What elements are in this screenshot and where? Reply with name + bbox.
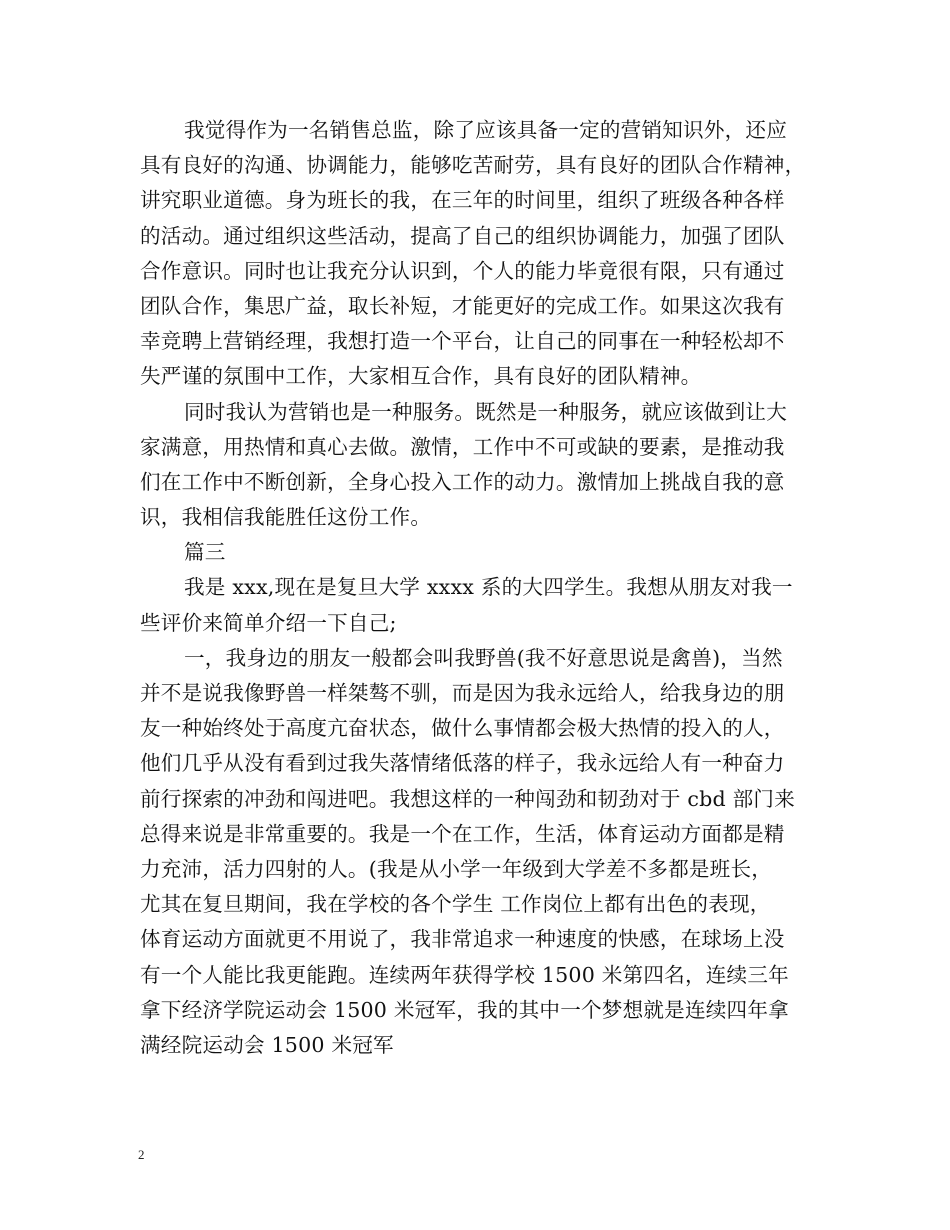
text-line: 满经院运动会 1500 米冠军	[140, 1032, 394, 1057]
text-line: 团队合作，集思广益，取长补短，才能更好的完成工作。如果这次我有	[140, 293, 785, 318]
text-line: 有一个人能比我更能跑。连续两年获得学校 1500 米第四名，连续三年	[140, 962, 789, 987]
text-line: 拿下经济学院运动会 1500 米冠军，我的其中一个梦想就是连续四年拿	[140, 997, 789, 1022]
text-line: 总得来说是非常重要的。我是一个在工作，生活，体育运动方面都是精	[140, 821, 785, 846]
text-line: 前行探索的冲劲和闯进吧。我想这样的一种闯劲和韧劲对于 cbd 部门来	[140, 786, 796, 811]
text-line: 力充沛，活力四射的人。(我是从小学一年级到大学差不多都是班长，	[140, 856, 773, 881]
text-line: 并不是说我像野兽一样桀骜不驯，而是因为我永远给人，给我身边的朋	[140, 681, 785, 705]
text-line: 具有良好的沟通、协调能力，能够吃苦耐劳，具有良好的团队合作精神，	[140, 153, 806, 178]
paragraph-first-line: 我觉得作为一名销售总监，除了应该具备一定的营销知识外，还应	[184, 118, 788, 142]
text-line: 些评价来简单介绍一下自己;	[140, 610, 397, 635]
text-line: 讲究职业道德。身为班长的我，在三年的时间里，组织了班级各种各样	[140, 188, 785, 213]
text-line: 的活动。通过组织这些活动，提高了自己的组织协调能力，加强了团队	[140, 223, 785, 248]
text-line: 体育运动方面就更不用说了，我非常追求一种速度的快感，在球场上没	[140, 927, 785, 952]
text-line: 友一种始终处于高度亢奋状态，做什么事情都会极大热情的投入的人，	[140, 716, 785, 741]
paragraph-first-line: 我是 xxx,现在是复旦大学 xxxx 系的大四学生。我想从朋友对我一	[184, 575, 793, 600]
text-line: 们在工作中不断创新，全身心投入工作的动力。激情加上挑战自我的意	[140, 469, 785, 494]
text-line: 失严谨的氛围中工作，大家相互合作，具有良好的团队精神。	[140, 364, 702, 389]
text-line: 家满意，用热情和真心去做。激情，工作中不可或缺的要素，是推动我	[140, 434, 785, 459]
paragraph-first-line: 同时我认为营销也是一种服务。既然是一种服务，就应该做到让大	[184, 399, 788, 424]
text-line: 尤其在复旦期间，我在学校的各个学生 工作岗位上都有出色的表现，	[140, 892, 771, 917]
paragraph-first-line: 一，我身边的朋友一般都会叫我野兽(我不好意思说是禽兽)，当然	[184, 645, 783, 670]
text-line: 他们几乎从没有看到过我失落情绪低落的样子，我永远给人有一种奋力	[140, 751, 785, 776]
text-line: 合作意识。同时也让我充分认识到，个人的能力毕竟很有限，只有通过	[140, 258, 785, 283]
section-heading: 篇三	[184, 540, 226, 565]
body-text	[140, 113, 830, 1063]
text-line: 识，我相信我能胜任这份工作。	[140, 505, 432, 530]
page-number: 2	[138, 1147, 145, 1162]
text-line: 幸竞聘上营销经理，我想打造一个平台，让自己的同事在一种轻松却不	[140, 329, 785, 354]
